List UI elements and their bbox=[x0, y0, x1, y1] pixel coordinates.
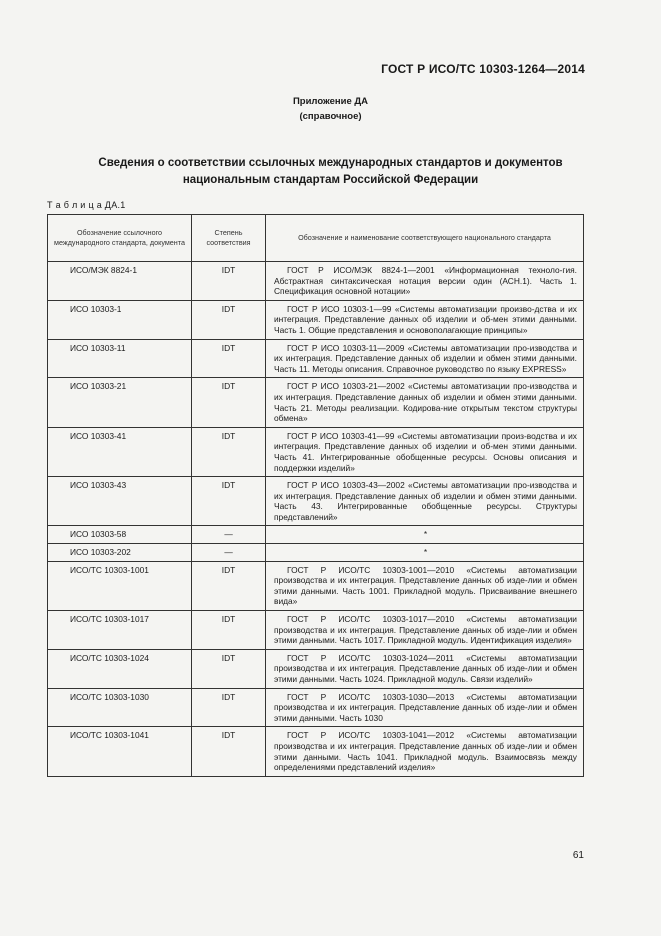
cell-international-standard: ИСО/ТС 10303-1024 bbox=[48, 649, 192, 688]
table-row bbox=[48, 688, 584, 727]
national-standard-text: ГОСТ Р ИСО/ТС 10303-1017—2010 «Системы автоматизации производства и их интеграция. Представление данных об изде-лии и обмен этими данными. Часть 1017. Прикладной модуль. Идентификация изделия» bbox=[274, 614, 577, 646]
cell-international-standard: ИСО 10303-58 bbox=[48, 526, 192, 544]
table-header-row bbox=[48, 215, 584, 262]
table-row bbox=[48, 262, 584, 301]
cell-international-standard: ИСО 10303-43 bbox=[48, 477, 192, 526]
page-number: 61 bbox=[572, 850, 584, 861]
header-national-standard: Обозначение и наименование соответствующего национального стандарта bbox=[266, 215, 584, 262]
table-row bbox=[48, 544, 584, 562]
cell-national-standard bbox=[266, 300, 584, 339]
national-standard-text: ГОСТ Р ИСО/ТС 10303-1024—2011 «Системы автоматизации производства и их интеграция. Представление данных об изде-лии и обмен этими данными. Часть 1024. Прикладной модуль. Связи изделий» bbox=[274, 652, 577, 684]
table-body bbox=[48, 262, 584, 777]
appendix-heading bbox=[0, 94, 661, 124]
cell-international-standard: ИСО/ТС 10303-1017 bbox=[48, 611, 192, 650]
national-standard-text: ГОСТ Р ИСО/МЭК 8824-1—2001 «Информационная техноло-гия. Абстрактная синтаксическая нотация версии один (АСН.1). Часть 1. Спецификация основной нотации» bbox=[274, 265, 577, 297]
cell-degree-of-compliance: IDT bbox=[192, 477, 266, 526]
cell-international-standard: ИСО 10303-1 bbox=[48, 300, 192, 339]
table-row bbox=[48, 611, 584, 650]
table-row bbox=[48, 300, 584, 339]
national-standard-text: ГОСТ Р ИСО 10303-41—99 «Системы автоматизации произ-водства и их интеграция. Представление данных об изделии и об-мен этими данными. Часть 41. Интегрированные обобщенные ресурсы. Основы описания и поддержки изделий» bbox=[274, 430, 577, 473]
appendix-note: (справочное) bbox=[299, 111, 362, 122]
document-title-line-1: Сведения о соответствии ссылочных международных стандартов и документов bbox=[98, 157, 563, 169]
cell-degree-of-compliance: IDT bbox=[192, 561, 266, 610]
national-standard-text: * bbox=[423, 547, 428, 558]
cell-national-standard bbox=[266, 378, 584, 427]
national-standard-text: ГОСТ Р ИСО/ТС 10303-1001—2010 «Системы автоматизации производства и их интеграция. Представление данных об изде-лии и обмен этими данными. Часть 1001. Прикладной модуль. Присваивание внешнего вида» bbox=[274, 564, 577, 607]
cell-international-standard: ИСО/ТС 10303-1041 bbox=[48, 727, 192, 776]
national-standard-text: ГОСТ Р ИСО/ТС 10303-1041—2012 «Системы автоматизации производства и их интеграция. Представление данных об изде-лии и обмен этими данными. Часть 1041. Прикладной модуль. Взаимосвязь между определениями представлений изделия» bbox=[274, 730, 577, 773]
national-standard-text: ГОСТ Р ИСО 10303-21—2002 «Системы автоматизации про-изводства и их интеграция. Представление данных об изделии и обмен этими данными. Часть 21. Методы реализации. Кодирова-ние открытым текстом структуры обмена» bbox=[274, 381, 577, 424]
table-row bbox=[48, 477, 584, 526]
cell-degree-of-compliance: IDT bbox=[192, 427, 266, 476]
cell-international-standard: ИСО/ТС 10303-1030 bbox=[48, 688, 192, 727]
cell-degree-of-compliance: IDT bbox=[192, 649, 266, 688]
cell-degree-of-compliance: IDT bbox=[192, 300, 266, 339]
table-row bbox=[48, 561, 584, 610]
table-caption: Т а б л и ц а ДА.1 bbox=[47, 200, 126, 210]
table-row bbox=[48, 526, 584, 544]
document-title bbox=[0, 155, 661, 189]
cell-degree-of-compliance: IDT bbox=[192, 378, 266, 427]
national-standard-text: * bbox=[423, 529, 428, 540]
cell-international-standard: ИСО 10303-202 bbox=[48, 544, 192, 562]
cell-degree-of-compliance: IDT bbox=[192, 727, 266, 776]
cell-national-standard bbox=[266, 477, 584, 526]
cell-national-standard bbox=[266, 727, 584, 776]
cell-degree-of-compliance: IDT bbox=[192, 262, 266, 301]
cell-degree-of-compliance: — bbox=[192, 544, 266, 562]
correspondence-table bbox=[47, 214, 584, 777]
cell-degree-of-compliance: — bbox=[192, 526, 266, 544]
document-title-line-2: национальным стандартам Российской Федерации bbox=[182, 174, 479, 186]
cell-national-standard bbox=[266, 611, 584, 650]
cell-degree-of-compliance: IDT bbox=[192, 611, 266, 650]
cell-national-standard bbox=[266, 561, 584, 610]
table-row bbox=[48, 339, 584, 378]
cell-national-standard bbox=[266, 262, 584, 301]
national-standard-text: ГОСТ Р ИСО/ТС 10303-1030—2013 «Системы автоматизации производства и их интеграция. Представление данных об изде-лии и обмен этими данными. Часть 1030 bbox=[274, 691, 577, 723]
table-row bbox=[48, 378, 584, 427]
cell-national-standard bbox=[266, 688, 584, 727]
national-standard-text: ГОСТ Р ИСО 10303-1—99 «Системы автоматизации произво-дства и их интеграция. Представление данных об изделии и об-мен этими данными. Часть 1. Общие представления и основополагающие принципы» bbox=[274, 303, 577, 335]
cell-national-standard bbox=[266, 544, 584, 562]
cell-international-standard: ИСО/ТС 10303-1001 bbox=[48, 561, 192, 610]
cell-international-standard: ИСО 10303-41 bbox=[48, 427, 192, 476]
cell-national-standard bbox=[266, 427, 584, 476]
table-row bbox=[48, 427, 584, 476]
cell-international-standard: ИСО 10303-11 bbox=[48, 339, 192, 378]
table-row bbox=[48, 727, 584, 776]
page-header-standard-code: ГОСТ Р ИСО/ТС 10303-1264—2014 bbox=[381, 62, 585, 76]
cell-international-standard: ИСО/МЭК 8824-1 bbox=[48, 262, 192, 301]
cell-national-standard bbox=[266, 526, 584, 544]
appendix-title: Приложение ДА bbox=[292, 96, 369, 107]
national-standard-text: ГОСТ Р ИСО 10303-11—2009 «Системы автоматизации про-изводства и их интеграция. Представление данных об изделии и обмен этими данными. Часть 11. Методы описания. Справочное руководство по языку EXPRESS» bbox=[274, 342, 577, 374]
header-international-standard: Обозначение ссылочного международного стандарта, документа bbox=[48, 215, 192, 262]
header-degree-of-compliance: Степень соответствия bbox=[192, 215, 266, 262]
cell-international-standard: ИСО 10303-21 bbox=[48, 378, 192, 427]
cell-degree-of-compliance: IDT bbox=[192, 339, 266, 378]
cell-national-standard bbox=[266, 649, 584, 688]
cell-national-standard bbox=[266, 339, 584, 378]
table-row bbox=[48, 649, 584, 688]
cell-degree-of-compliance: IDT bbox=[192, 688, 266, 727]
national-standard-text: ГОСТ Р ИСО 10303-43—2002 «Системы автоматизации про-изводства и их интеграция. Представление данных об изделии и обмен этими данными. Часть 43. Интегрированные обобщенные ресурсы. Структуры представлений» bbox=[274, 480, 577, 522]
